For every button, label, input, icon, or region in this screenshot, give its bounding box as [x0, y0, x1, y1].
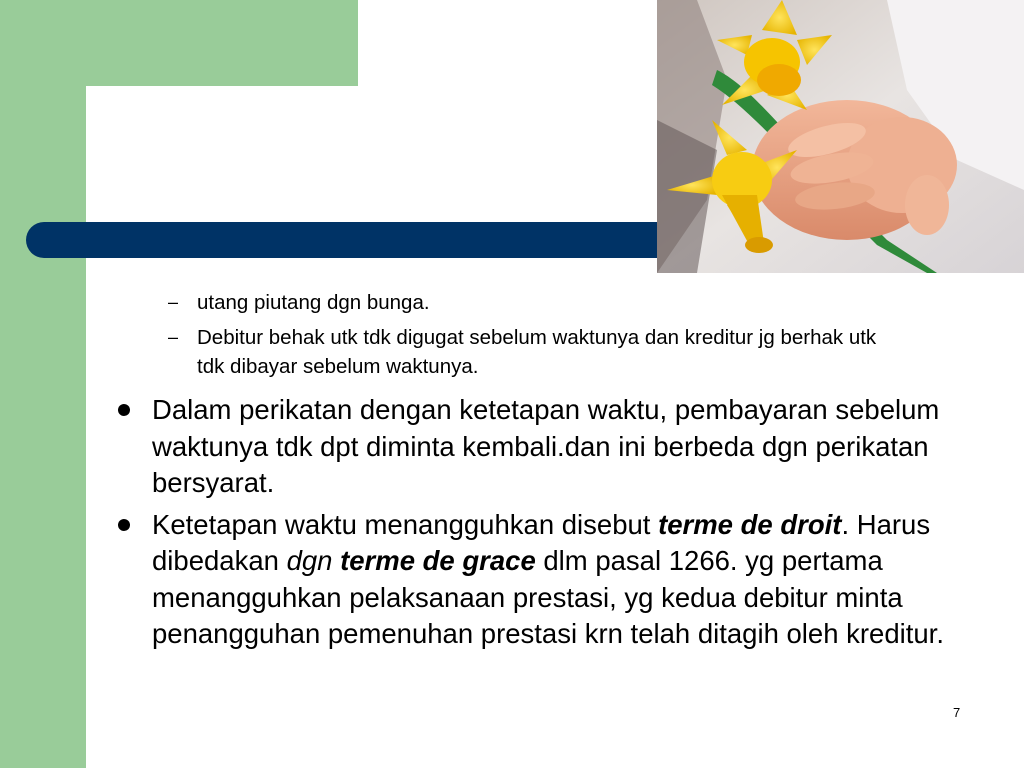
bullet-dot-icon [118, 519, 130, 531]
bullet-text-part: . Harus dibedakan [152, 508, 931, 576]
sub-bullet-item [168, 323, 888, 381]
bullet-item [116, 392, 966, 502]
sub-bullet-list [168, 288, 888, 387]
term-terme-de-droit: terme de droit [658, 508, 842, 540]
sub-bullet-text: Debitur behak utk tdk digugat sebelum waktunya dan kreditur jg berhak utk tdk dibayar sebelum waktunya. [197, 326, 877, 378]
main-bullet-list [116, 392, 966, 658]
sub-bullet-text: utang piutang dgn bunga. [197, 291, 430, 314]
bullet-text-part: dlm pasal 1266. yg pertama menangguhkan pelaksanaan prestasi, yg kedua debitur minta penangguhan pemenuhan prestasi krn telah ditagih oleh kreditur. [152, 545, 944, 649]
bullet-text-part: Ketetapan waktu menangguhkan disebut [152, 508, 659, 540]
dash-marker: – [168, 292, 179, 312]
green-side-band [0, 0, 86, 768]
bullet-text-part [332, 545, 340, 576]
dash-marker: – [168, 327, 179, 347]
bullet-item [116, 507, 966, 653]
bullet-dot-icon [118, 404, 130, 416]
title-divider-bar [26, 222, 706, 258]
term-terme-de-grace: terme de grace [340, 545, 536, 576]
sub-bullet-item [168, 288, 888, 317]
bullet-text: Dalam perikatan dengan ketetapan waktu, pembayaran sebelum waktunya tdk dpt diminta kembali.dan ini berbeda dgn perikatan bersyarat. [152, 394, 940, 498]
bullet-text-italic: dgn [286, 545, 333, 576]
daffodil-photo [657, 0, 1024, 273]
page-number: 7 [953, 705, 961, 720]
green-top-band [0, 0, 358, 86]
